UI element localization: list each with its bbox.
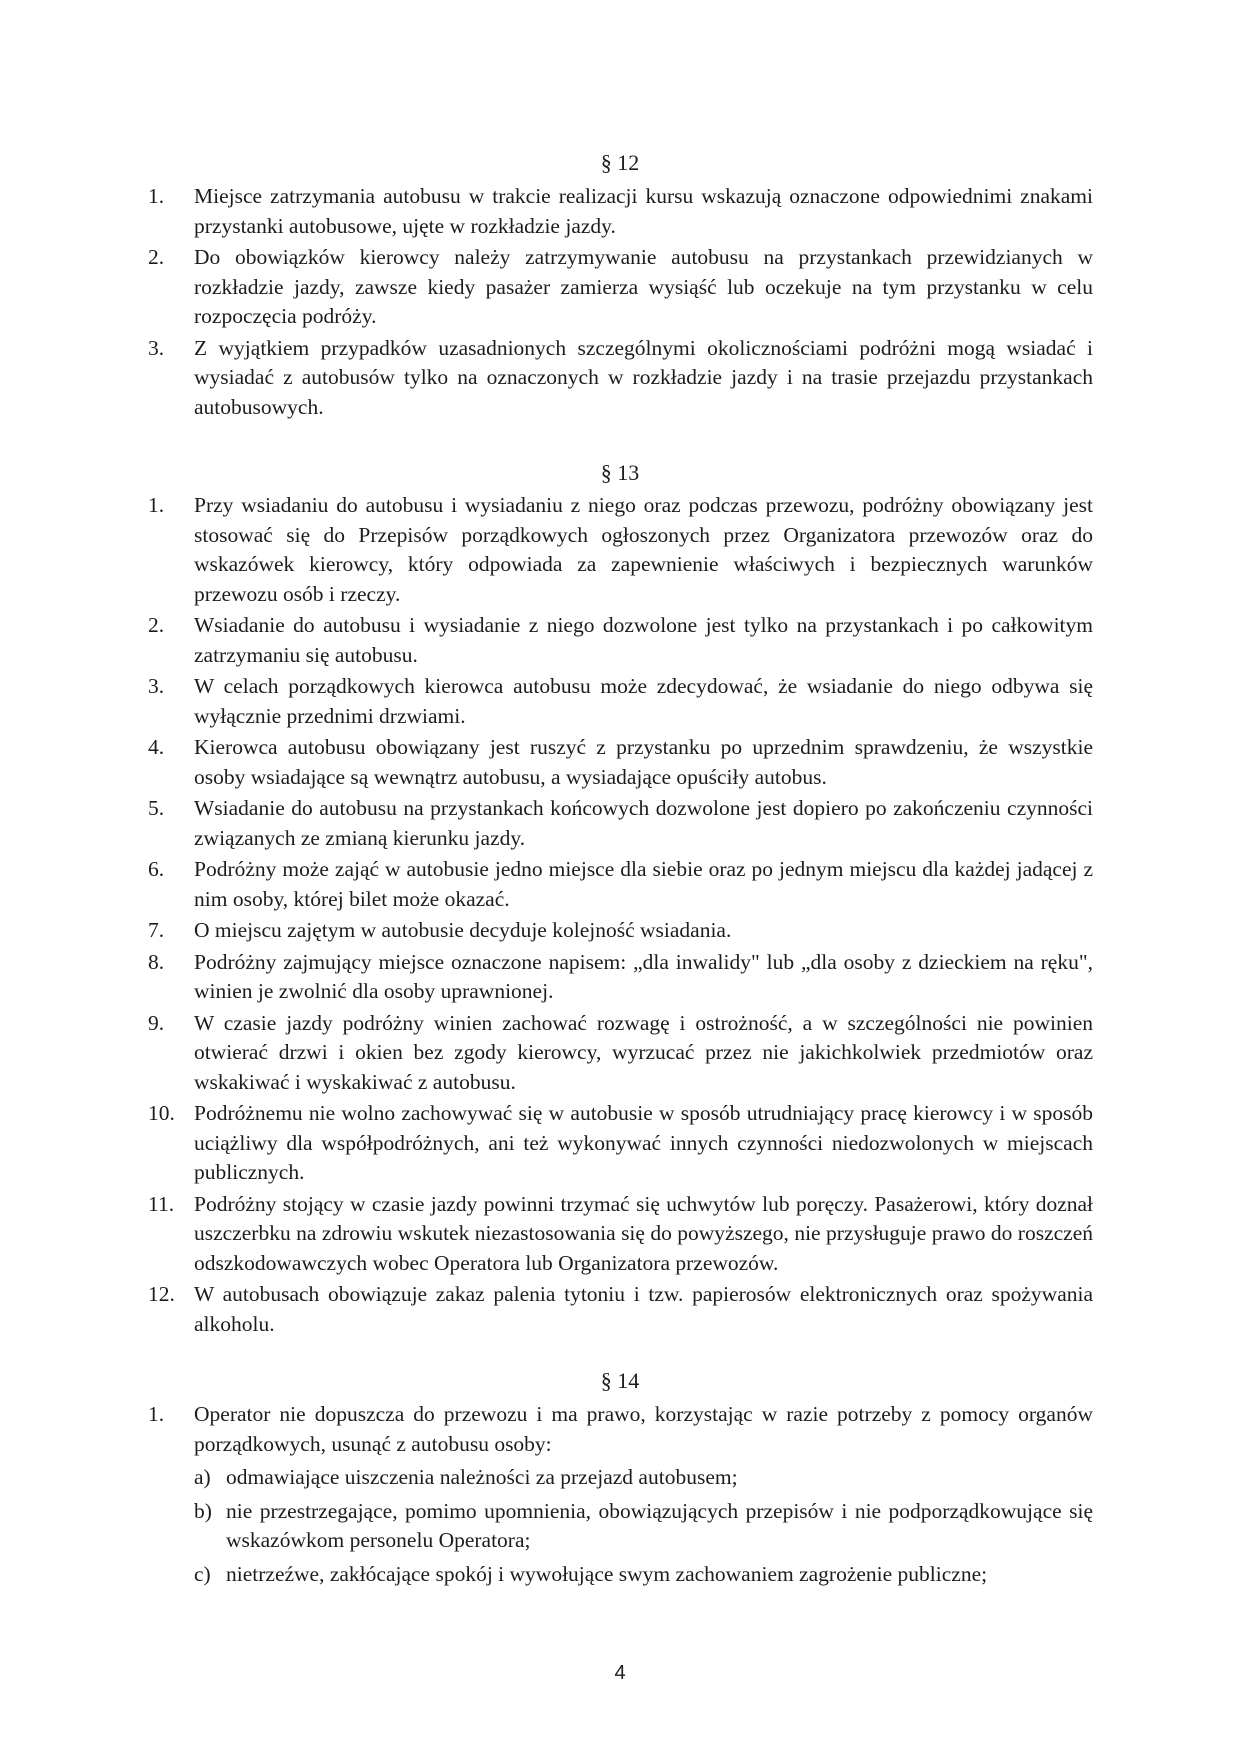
sublist-item-a <box>194 1463 1093 1493</box>
subitem-text: odmawiające uiszczenia należności za przejazd autobusem; <box>226 1465 738 1489</box>
item-text: W czasie jazdy podróżny winien zachować rozwagę i ostrożność, a w szczególności nie powinien otwierać drzwi i okien bez zgody kierowcy, wyrzucać przez nie jakichkolwiek przedmiotów oraz wskakiwać i wyskakiwać z autobusu. <box>194 1010 1093 1094</box>
item-number: 2. <box>148 613 165 637</box>
section-14-sublist <box>194 1463 1093 1589</box>
item-text: Wsiadanie do autobusu i wysiadanie z niego dozwolone jest tylko na przystankach i po całkowitym zatrzymaniu się autobusu. <box>194 613 1093 667</box>
item-number: 11. <box>148 1191 175 1216</box>
section-13-item-5 <box>148 794 1093 853</box>
section-12-list <box>148 182 1093 424</box>
section-12-item-3 <box>148 334 1093 423</box>
item-number: 9. <box>148 1010 165 1035</box>
section-title-12: § 12 <box>600 150 640 175</box>
item-text: W autobusach obowiązuje zakaz palenia tytoniu i tzw. papierosów elektronicznych oraz spożywania alkoholu. <box>194 1282 1093 1336</box>
item-number: 3. <box>148 335 165 360</box>
section-13-item-3 <box>148 672 1093 731</box>
item-text: Podróżny stojący w czasie jazdy powinni trzymać się uchwytów lub poręczy. Pasażerowi, który doznał uszczerbku na zdrowiu wskutek niezastosowania się do powyższego, nie przysługuje prawo do roszczeń odszkodowawczych wobec Operatora lub Organizatora przewozów. <box>194 1191 1093 1275</box>
item-text: Operator nie dopuszcza do przewozu i ma prawo, korzystając w razie potrzeby z pomocy organów porządkowych, usunąć z autobusu osoby: <box>194 1402 1093 1456</box>
item-number: 2. <box>148 245 165 269</box>
section-13-list <box>148 491 1093 1341</box>
item-text: Wsiadanie do autobusu na przystankach końcowych dozwolone jest dopiero po zakończeniu czynności związanych ze zmianą kierunku jazdy. <box>194 796 1093 850</box>
section-13-item-1 <box>148 491 1093 609</box>
item-text: Miejsce zatrzymania autobusu w trakcie realizacji kursu wskazują oznaczone odpowiednimi znakami przystanki autobusowe, ujęte w rozkładzie jazdy. <box>194 184 1093 238</box>
section-13-item-7 <box>148 916 1093 946</box>
item-text: Podróżnemu nie wolno zachowywać się w autobusie w sposób utrudniający pracę kierowcy i w sposób uciążliwy dla współpodróżnych, ani też wykonywać innych czynności niedozwolonych w miejscach publicznych. <box>194 1101 1093 1184</box>
item-text: Podróżny zajmujący miejsce oznaczone napisem: „dla inwalidy" lub „dla osoby z dzieckiem na ręku", winien je zwolnić dla osoby uprawnionej. <box>194 949 1093 1003</box>
section-title-13: § 13 <box>600 460 640 485</box>
item-text: Do obowiązków kierowcy należy zatrzymywanie autobusu na przystankach przewidzianych w rozkładzie jazdy, zawsze kiedy pasażer zamierza wysiąść lub oczekuje na tym przystanku w celu rozpoczęcia podróży. <box>194 245 1093 328</box>
item-text: Kierowca autobusu obowiązany jest ruszyć z przystanku po uprzednim sprawdzeniu, że wszystkie osoby wsiadające są wewnątrz autobusu, a wysiadające opuściły autobus. <box>194 735 1093 789</box>
item-number: 1. <box>148 493 165 517</box>
section-14-item-1 <box>148 1400 1093 1589</box>
section-title-14: § 14 <box>600 1368 640 1393</box>
item-number: 4. <box>148 735 165 759</box>
subitem-text: nietrzeźwe, zakłócające spokój i wywołujące swym zachowaniem zagrożenie publiczne; <box>226 1561 988 1586</box>
subitem-letter: b) <box>194 1498 212 1523</box>
section-13-item-6 <box>148 855 1093 914</box>
item-text: W celach porządkowych kierowca autobusu może zdecydować, że wsiadanie do niego odbywa się wyłącznie przednimi drzwiami. <box>194 674 1093 728</box>
section-13-item-9 <box>148 1009 1093 1098</box>
item-number: 8. <box>148 949 165 974</box>
item-text: Z wyjątkiem przypadków uzasadnionych szczególnymi okolicznościami podróżni mogą wsiadać i wysiadać z autobusów tylko na oznaczonych w rozkładzie jazdy i na trasie przejazdu przystankach autobusowych. <box>194 335 1093 419</box>
item-text: Podróżny może zająć w autobusie jedno miejsce dla siebie oraz po jednym miejscu dla każdej jadącej z nim osoby, której bilet może okazać. <box>194 857 1093 911</box>
item-number: 3. <box>148 674 165 698</box>
subitem-letter: c) <box>194 1561 211 1586</box>
item-number: 10. <box>148 1101 175 1125</box>
item-number: 1. <box>148 184 165 208</box>
section-13-item-10 <box>148 1099 1093 1188</box>
item-number: 7. <box>148 918 165 942</box>
section-13-item-12 <box>148 1280 1093 1339</box>
section-13-item-11 <box>148 1190 1093 1279</box>
sublist-item-c <box>194 1560 1093 1590</box>
section-13-item-4 <box>148 733 1093 792</box>
item-text: Przy wsiadaniu do autobusu i wysiadaniu z niego oraz podczas przewozu, podróżny obowiązany jest stosować się do Przepisów porządkowych ogłoszonych przez Organizatora przewozów oraz do wskazówek kierowcy, który odpowiada za zapewnienie właściwych i bezpiecznych warunków przewozu osób i rzeczy. <box>194 493 1093 606</box>
item-number: 12. <box>148 1282 175 1306</box>
section-14-list <box>148 1400 1093 1593</box>
section-12-item-1 <box>148 182 1093 241</box>
item-number: 1. <box>148 1402 165 1426</box>
item-text: O miejscu zajętym w autobusie decyduje kolejność wsiadania. <box>194 918 732 942</box>
section-13-item-2 <box>148 611 1093 670</box>
item-number: 6. <box>148 857 165 881</box>
section-13-item-8 <box>148 948 1093 1007</box>
item-number: 5. <box>148 796 165 820</box>
subitem-text: nie przestrzegające, pomimo upomnienia, obowiązujących przepisów i nie podporządkowujące się wskazówkom personelu Operatora; <box>226 1498 1093 1552</box>
subitem-letter: a) <box>194 1465 211 1489</box>
sublist-item-b <box>194 1497 1093 1556</box>
page-number: 4 <box>614 1662 626 1684</box>
section-12-item-2 <box>148 243 1093 332</box>
